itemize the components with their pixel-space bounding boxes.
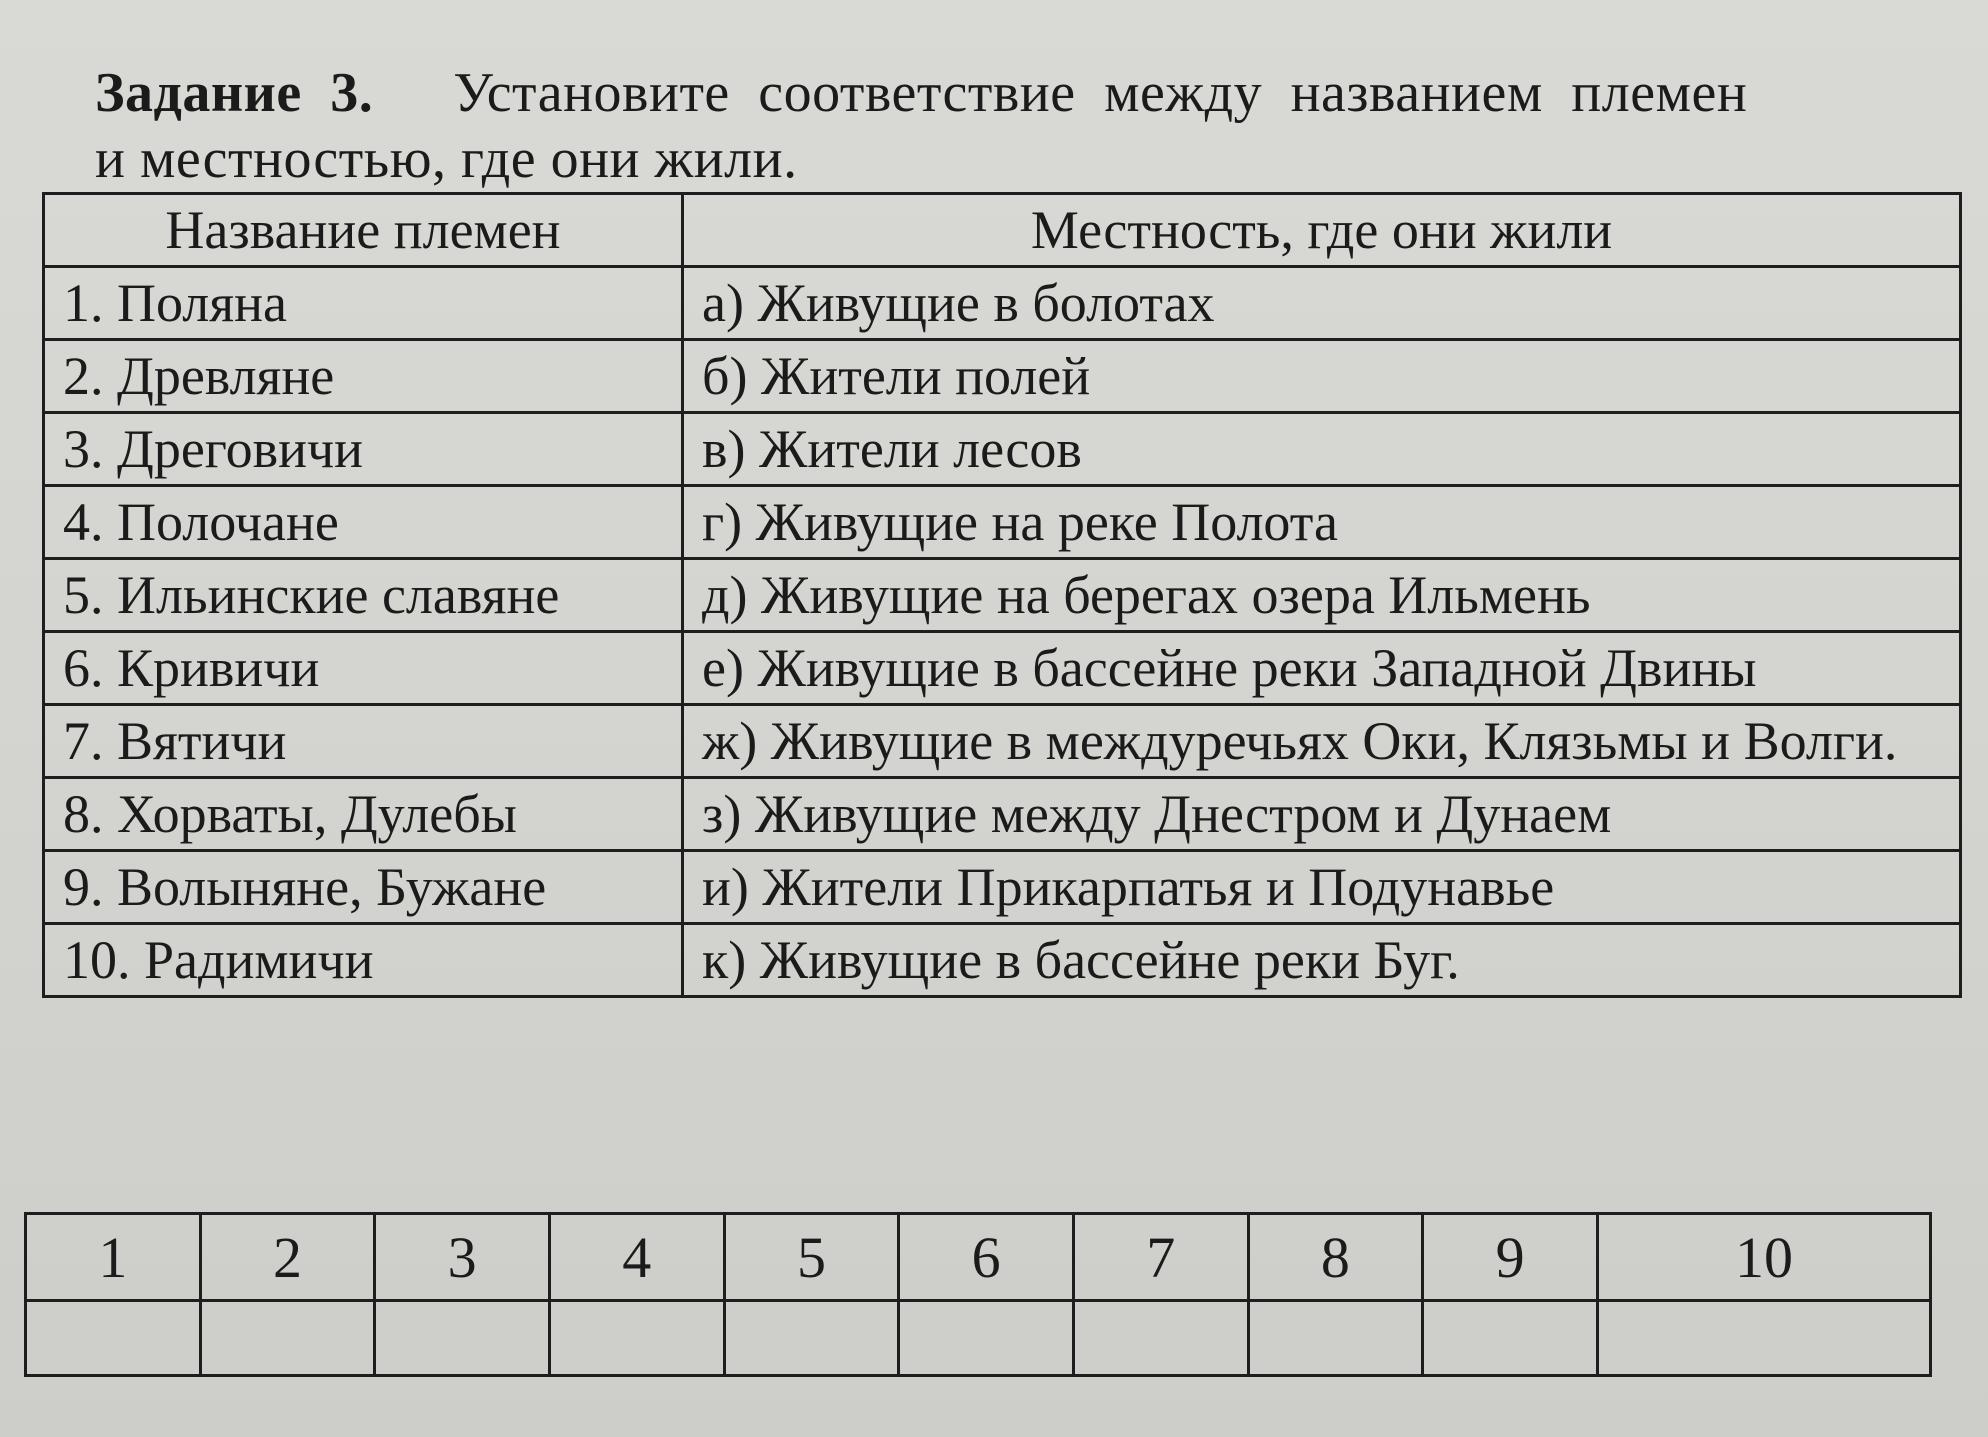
table-row: [44, 778, 1961, 851]
answer-number: 6: [899, 1214, 1074, 1301]
table-row: [44, 559, 1961, 632]
answer-number: 10: [1597, 1214, 1930, 1301]
answer-number-row: [26, 1214, 1931, 1301]
answer-number: 1: [26, 1214, 201, 1301]
answer-cell[interactable]: [899, 1301, 1074, 1376]
tribe-cell: 3. Дреговичи: [44, 413, 683, 486]
answer-cell[interactable]: [1073, 1301, 1248, 1376]
location-cell: з) Живущие между Днестром и Дунаем: [683, 778, 1961, 851]
task-number: Задание 3.: [95, 62, 374, 124]
answer-number: 7: [1073, 1214, 1248, 1301]
tribe-cell: 10. Радимичи: [44, 924, 683, 997]
task-instruction-line2: и местностью, где они жили.: [95, 128, 798, 190]
location-cell: г) Живущие на реке Полота: [683, 486, 1961, 559]
tribe-cell: 2. Древляне: [44, 340, 683, 413]
table-row: [44, 705, 1961, 778]
tribe-cell: 1. Поляна: [44, 267, 683, 340]
table-row: [44, 486, 1961, 559]
location-cell: б) Жители полей: [683, 340, 1961, 413]
table-header-row: [44, 194, 1961, 267]
answer-number: 5: [724, 1214, 899, 1301]
answer-number: 2: [200, 1214, 375, 1301]
answer-number: 4: [549, 1214, 724, 1301]
task-instruction-line1: Установите соответствие между названием племен: [453, 62, 1748, 124]
location-cell: в) Жители лесов: [683, 413, 1961, 486]
answer-number: 8: [1248, 1214, 1423, 1301]
task-heading: [95, 60, 1845, 192]
tribe-cell: 5. Ильинские славяне: [44, 559, 683, 632]
answer-cell[interactable]: [1597, 1301, 1930, 1376]
answer-number: 3: [375, 1214, 550, 1301]
answer-cell[interactable]: [1423, 1301, 1598, 1376]
table-row: [44, 340, 1961, 413]
tribe-cell: 6. Кривичи: [44, 632, 683, 705]
answer-grid: [24, 1212, 1932, 1377]
tribe-cell: 9. Волыняне, Бужане: [44, 851, 683, 924]
table-row: [44, 632, 1961, 705]
location-cell: д) Живущие на берегах озера Ильмень: [683, 559, 1961, 632]
location-cell: ж) Живущие в междуречьях Оки, Клязьмы и Волги.: [683, 705, 1961, 778]
tribe-cell: 7. Вятичи: [44, 705, 683, 778]
answer-number: 9: [1423, 1214, 1598, 1301]
answer-cell[interactable]: [26, 1301, 201, 1376]
tribe-cell: 4. Полочане: [44, 486, 683, 559]
answer-cell[interactable]: [375, 1301, 550, 1376]
answer-cell[interactable]: [724, 1301, 899, 1376]
answer-cell[interactable]: [1248, 1301, 1423, 1376]
header-tribe-name: Название племен: [44, 194, 683, 267]
table-row: [44, 413, 1961, 486]
answer-cell[interactable]: [549, 1301, 724, 1376]
matching-table: [42, 192, 1962, 998]
tribe-cell: 8. Хорваты, Дулебы: [44, 778, 683, 851]
header-location: Местность, где они жили: [683, 194, 1961, 267]
table-row: [44, 851, 1961, 924]
table-row: [44, 267, 1961, 340]
location-cell: и) Жители Прикарпатья и Подунавье: [683, 851, 1961, 924]
table-row: [44, 924, 1961, 997]
answer-cell[interactable]: [200, 1301, 375, 1376]
location-cell: к) Живущие в бассейне реки Буг.: [683, 924, 1961, 997]
location-cell: а) Живущие в болотах: [683, 267, 1961, 340]
answer-entry-row: [26, 1301, 1931, 1376]
location-cell: е) Живущие в бассейне реки Западной Двины: [683, 632, 1961, 705]
